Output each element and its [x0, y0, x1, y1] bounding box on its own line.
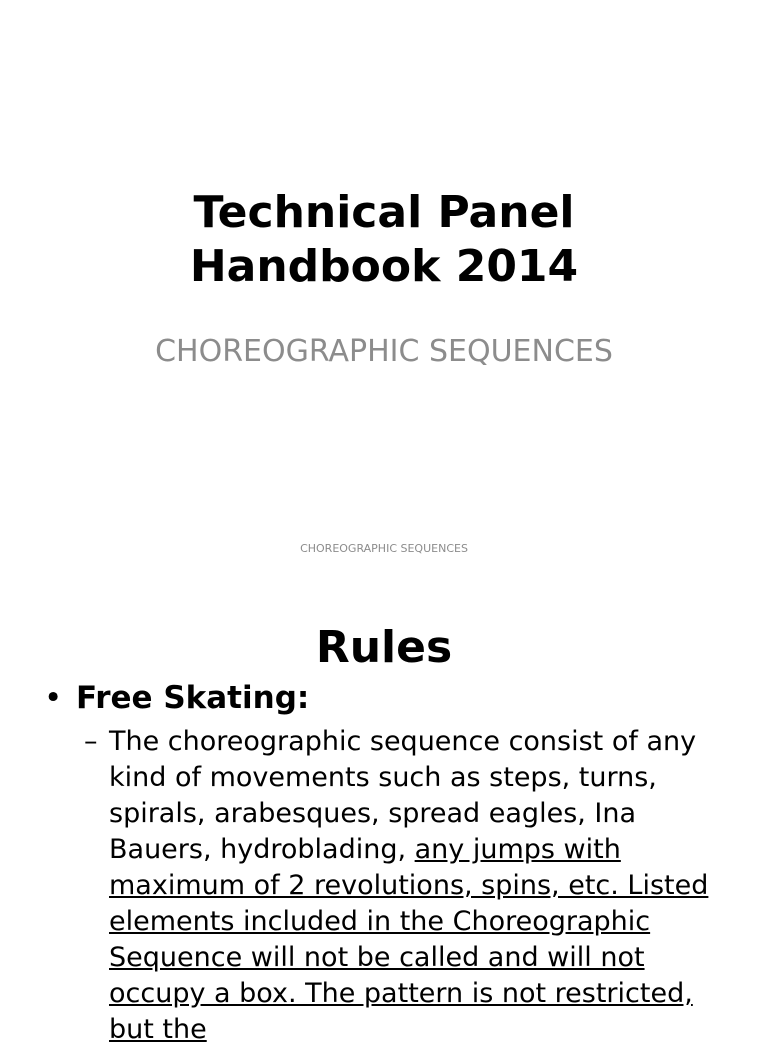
sub-bullet-marker: –: [84, 726, 98, 757]
slide-title: [0, 186, 768, 294]
sub-bullet-choreographic-sequence: [84, 724, 744, 1048]
sub-bullet-text: [109, 724, 719, 1048]
slide-title-line-2: Handbook 2014: [189, 241, 579, 292]
rules-slide: [0, 576, 768, 1045]
bullet-label: Free Skating:: [76, 680, 310, 716]
slide-footer: CHOREOGRAPHIC SEQUENCES: [300, 542, 468, 555]
sub-bullet-text-underlined: any jumps with maximum of 2 revolutions, spins, etc. Listed elements included in the Choreographic Sequence will not be called and will not occupy a box. The pattern is not restricted, but the: [109, 834, 709, 1045]
bullet-free-skating: [44, 678, 309, 718]
slide-subtitle: CHOREOGRAPHIC SEQUENCES: [155, 334, 613, 369]
rules-title: Rules: [315, 622, 453, 673]
slide-title-line-1: Technical Panel: [193, 187, 575, 238]
bullet-marker: •: [44, 680, 63, 716]
sub-bullet-text-plain: The choreographic sequence consist of any kind of movements such as steps, turns, spirals, arabesques, spread eagles, Ina Bauers, hydroblading,: [109, 726, 697, 865]
